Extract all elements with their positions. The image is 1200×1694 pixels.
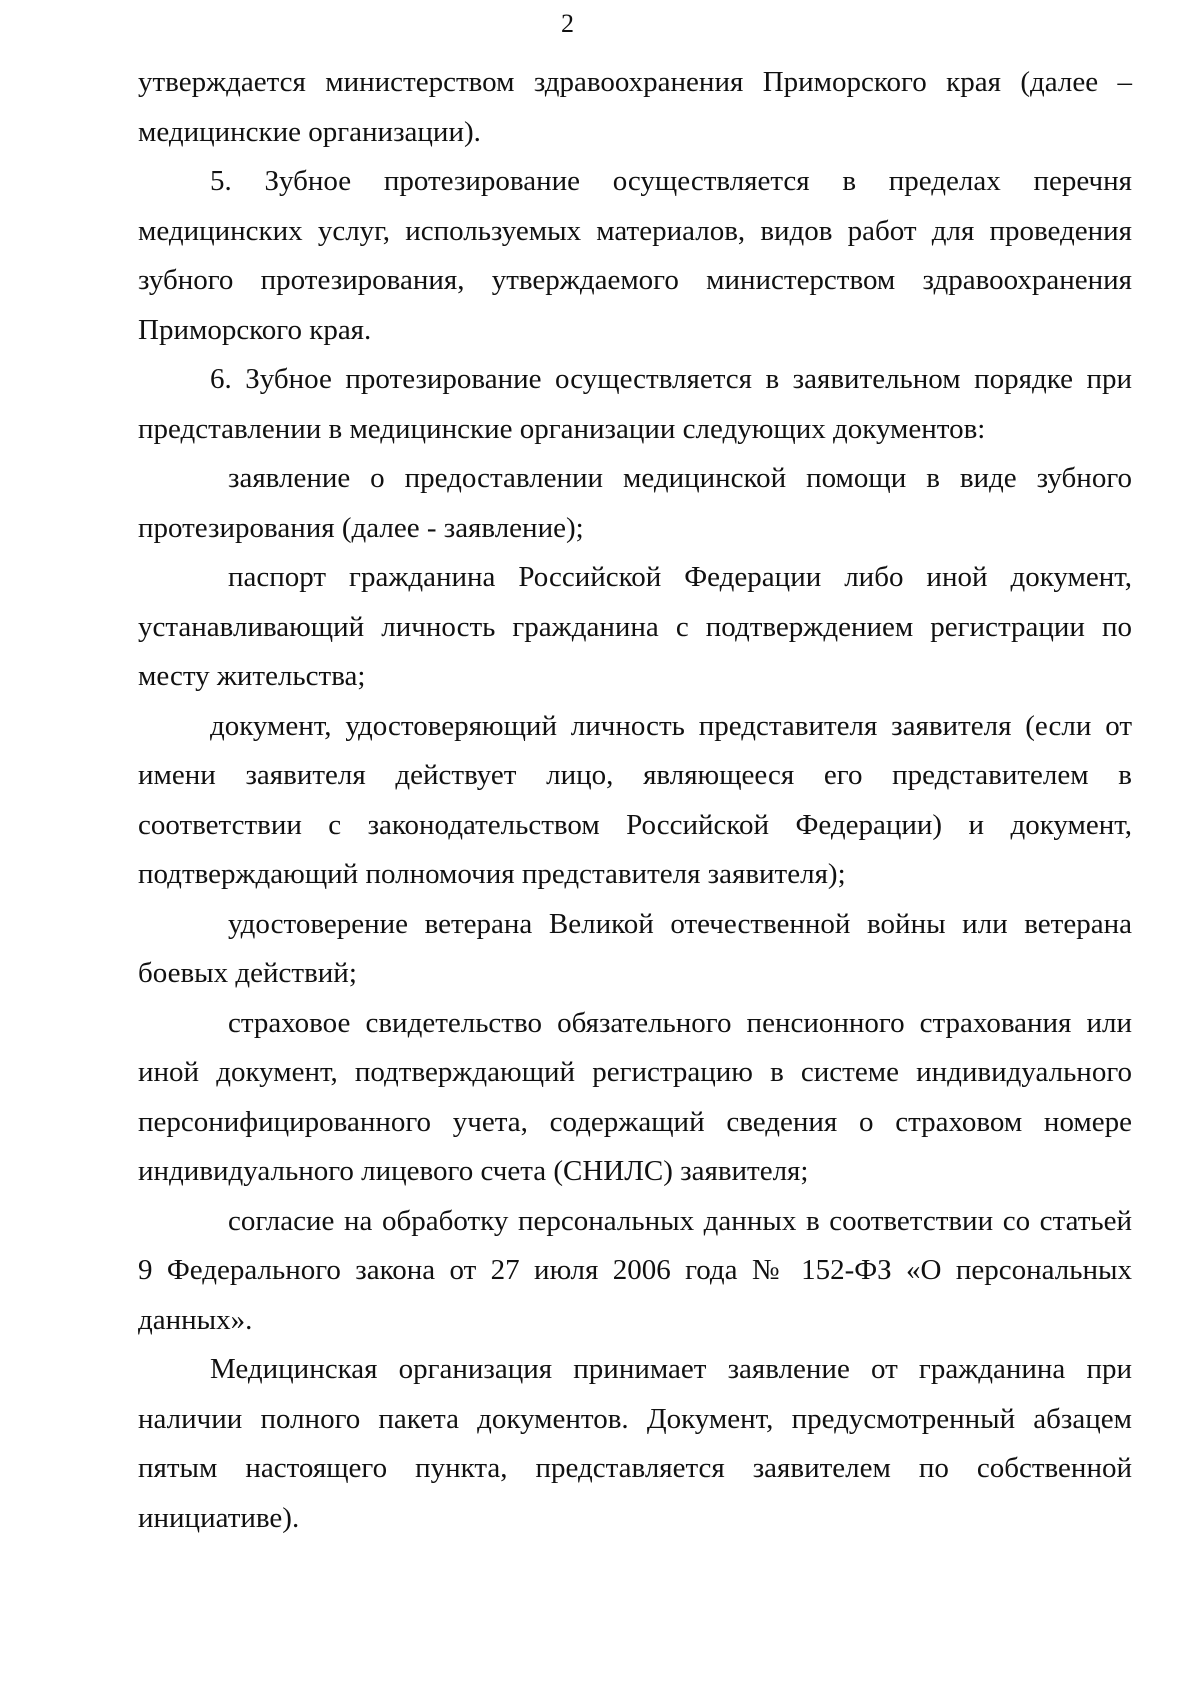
document-list-item-passport: паспорт гражданина Российской Федерации либо иной документ, устанавливающий личность гражданина с подтверждением регистрации по месту жительства;: [138, 561, 1132, 692]
document-list-item-application: заявление о предоставлении медицинской помощи в виде зубного протезирования (далее - заявление);: [138, 462, 1132, 544]
document-list-item-consent: согласие на обработку персональных данных в соответствии со статьей 9 Федерального закона от 27 июля 2006 года № 152-ФЗ «О персональных данных».: [138, 1204, 1132, 1336]
document-body: [138, 58, 1132, 1543]
document-list-item-representative-id: документ, удостоверяющий личность представителя заявителя (если от имени заявителя действует лицо, являющееся его представителем в соответствии с законодательством Российской Федерации) и документ, подтверждающий полномочия представителя заявителя);: [138, 709, 1132, 890]
paragraph-item-5: 5. Зубное протезирование осуществляется в пределах перечня медицинских услуг, используемых материалов, видов работ для проведения зубного протезирования, утверждаемого министерством здравоохранения Приморского края.: [138, 165, 1132, 346]
paragraph-item-6: 6. Зубное протезирование осуществляется в заявительном порядке при представлении в медицинские организации следующих документов:: [138, 363, 1132, 445]
paragraph-continuation: утверждается министерством здравоохранения Приморского края (далее – медицинские организации).: [138, 66, 1132, 148]
paragraph-closing: Медицинская организация принимает заявление от гражданина при наличии полного пакета документов. Документ, предусмотренный абзацем пятым настоящего пункта, представляется заявителем по собственной инициативе).: [138, 1353, 1132, 1534]
document-list-item-snils: страховое свидетельство обязательного пенсионного страхования или иной документ, подтверждающий регистрацию в системе индивидуального персонифицированного учета, содержащий сведения о страховом номере индивидуального лицевого счета (СНИЛС) заявителя;: [138, 1006, 1132, 1187]
document-list-item-veteran-certificate: удостоверение ветерана Великой отечественной войны или ветерана боевых действий;: [138, 907, 1132, 989]
page-number: 2: [561, 9, 574, 38]
